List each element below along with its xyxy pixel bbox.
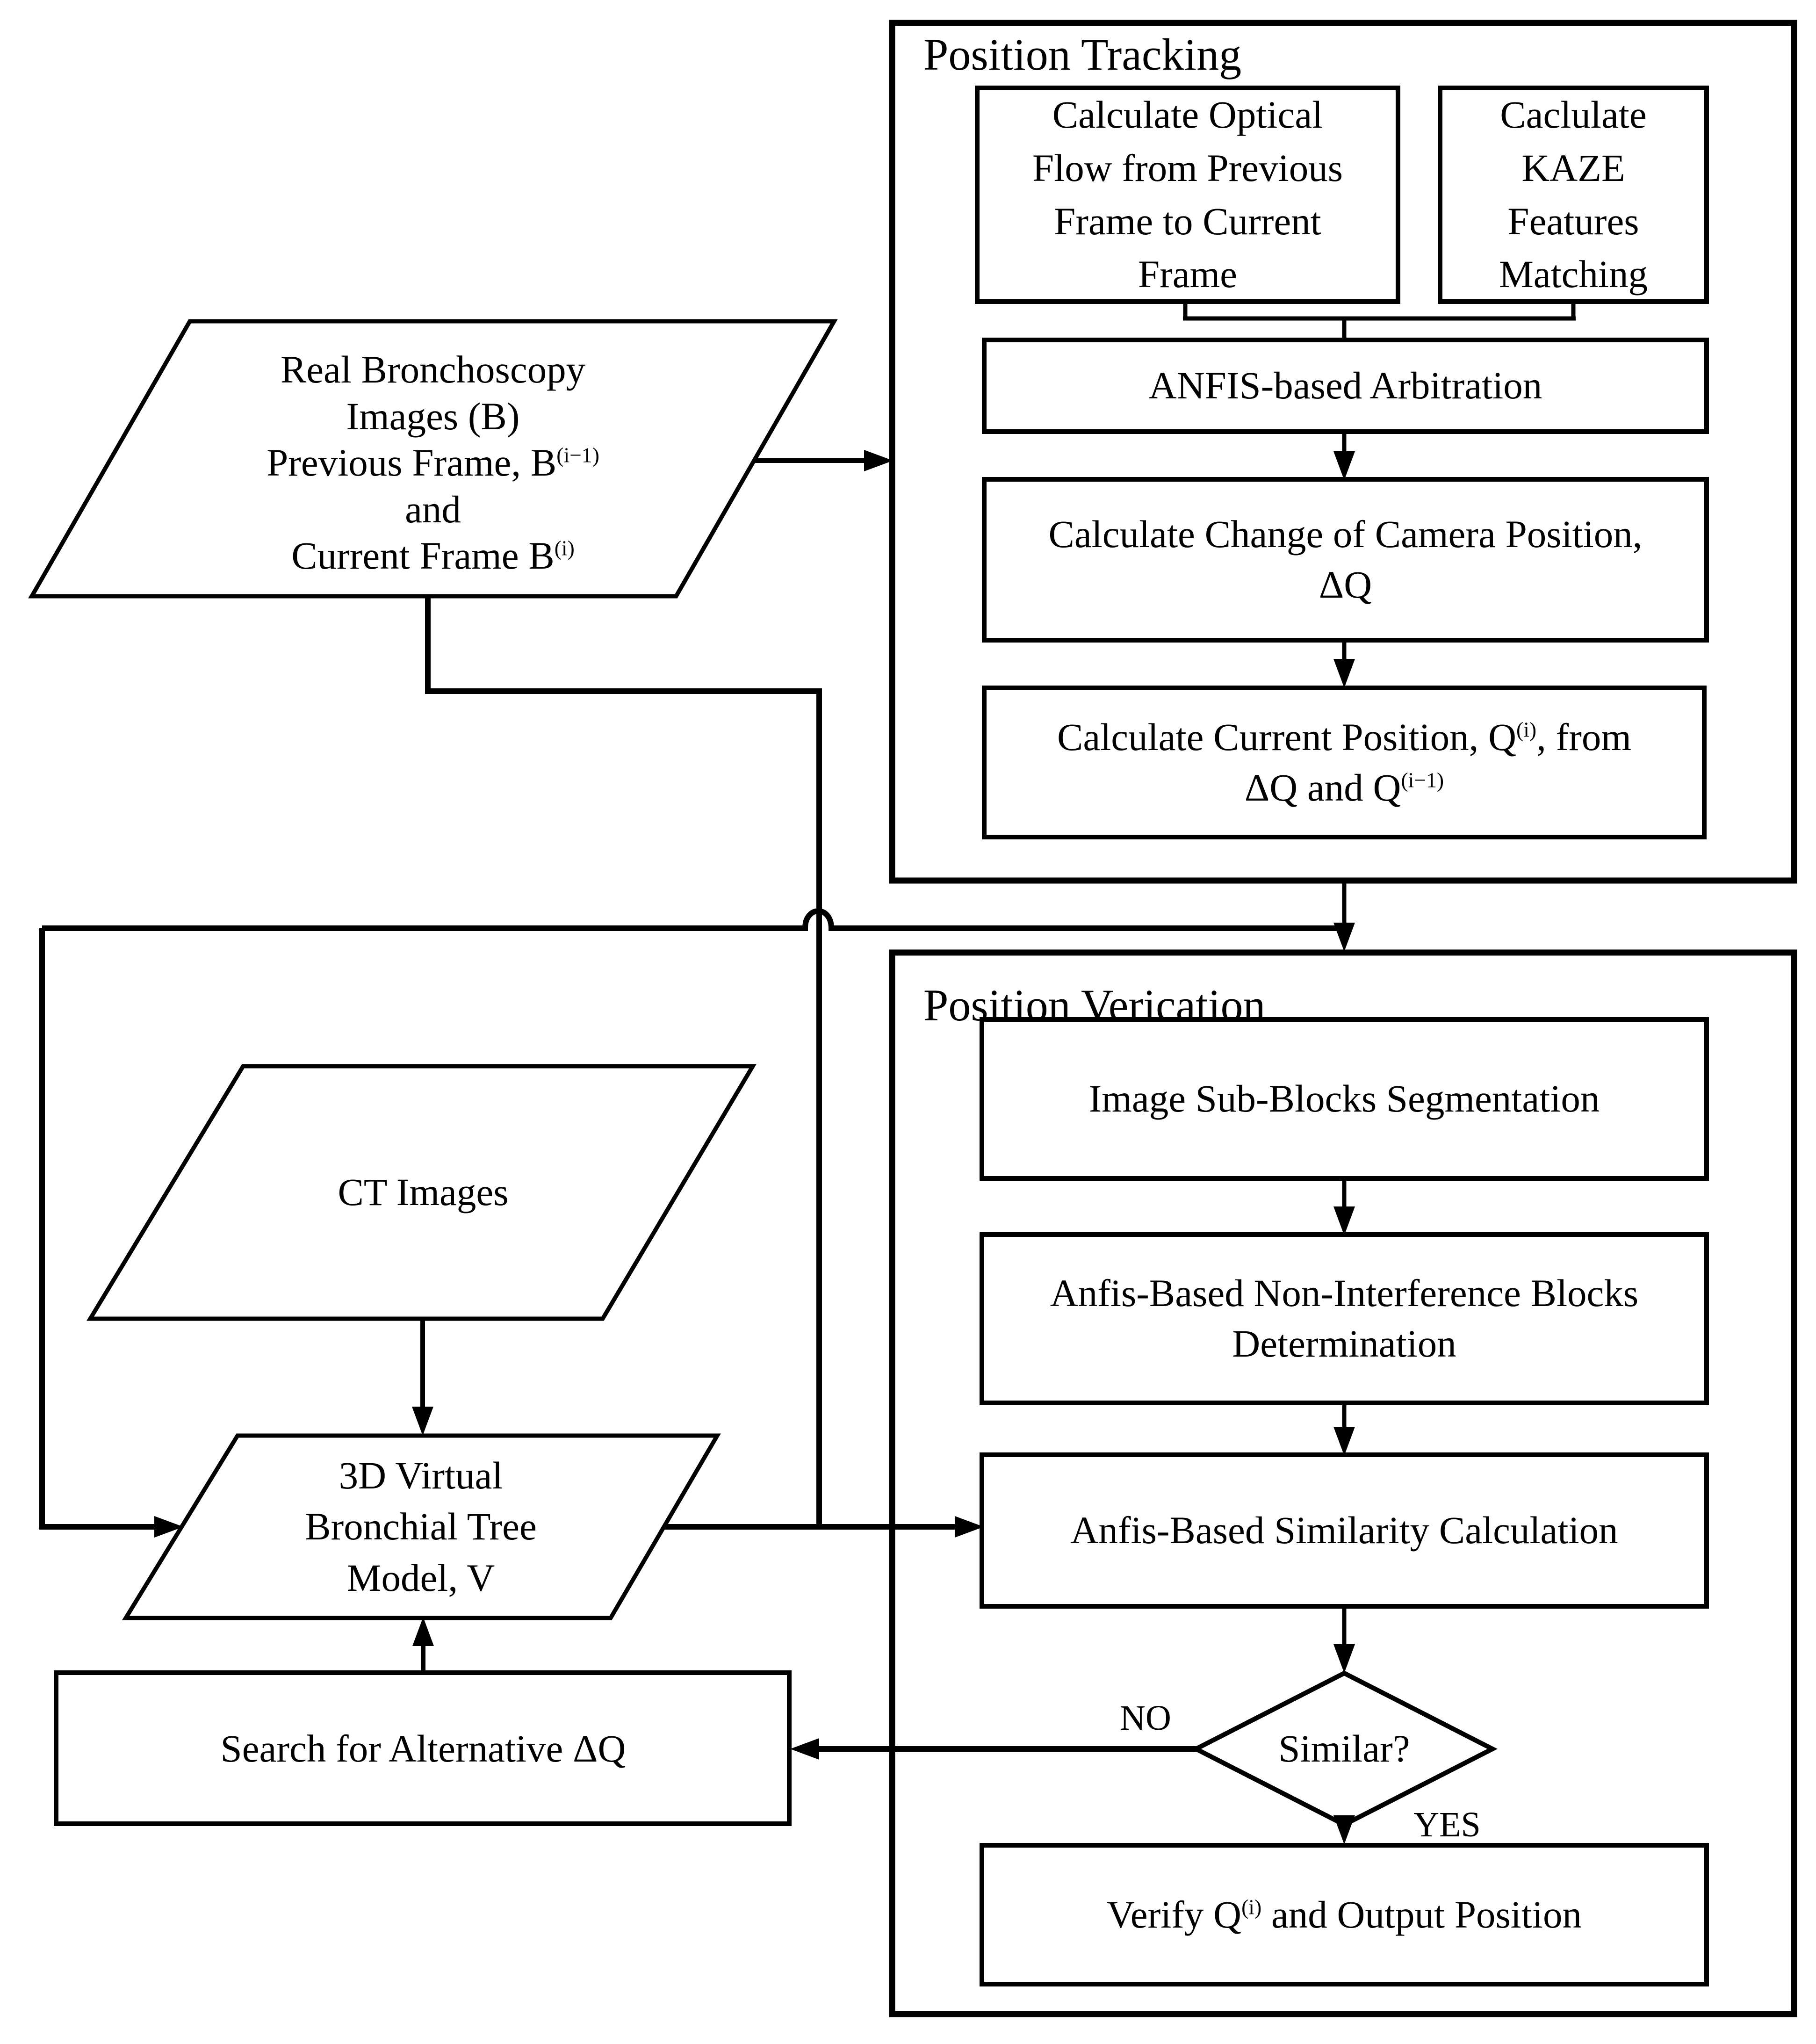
similarity-label	[982, 1455, 1707, 1606]
current-position-line2	[1245, 763, 1444, 813]
search-label	[61, 1719, 785, 1778]
ct-images-label	[236, 1160, 610, 1225]
verify-line1	[1107, 1890, 1582, 1940]
bronchoscopy-l3-base: Previous Frame, B	[267, 441, 557, 484]
optical-flow-line1: Calculate Optical	[1052, 93, 1323, 137]
feedback-line-horizontal-with-hop	[42, 911, 1344, 928]
yes-branch-label	[1396, 1803, 1499, 1847]
verification-section-title: Position Verication	[923, 980, 1266, 1030]
bronchoscopy-line5	[291, 533, 575, 579]
arrowhead-right-into-tracking	[864, 450, 893, 471]
tracking-section-title: Position Tracking	[923, 29, 1242, 79]
arrowhead-down-into-model	[412, 1407, 433, 1436]
feedback-line-left-loop	[42, 928, 154, 1527]
bronchoscopy-line3	[267, 440, 599, 486]
optical-flow-label	[977, 88, 1398, 302]
arrowhead-down-into-verification	[1333, 923, 1355, 952]
verify-l1-base: Verify Q	[1107, 1892, 1242, 1936]
current-position-l1-sup: (i)	[1516, 717, 1537, 742]
verify-l1-end: and Output Position	[1261, 1892, 1582, 1936]
current-position-l2-base: ΔQ and Q	[1244, 766, 1401, 809]
model-line2: Bronchial Tree	[305, 1505, 537, 1548]
segmentation-label	[982, 1019, 1707, 1178]
decision-text: Similar?	[1278, 1727, 1410, 1770]
bronchoscopy-l5-sup: (i)	[554, 536, 575, 561]
optical-flow-line2: Flow from Previous	[1032, 146, 1343, 189]
arrowhead-up-into-model	[412, 1617, 434, 1646]
delta-q-line2: ΔQ	[1319, 563, 1372, 606]
model-line3: Model, V	[346, 1556, 495, 1599]
kaze-line3: Features	[1507, 199, 1639, 243]
bronchoscopy-line2: Images (B)	[346, 394, 520, 438]
decision-label	[1227, 1723, 1461, 1775]
noninterference-line2: Determination	[1232, 1322, 1456, 1365]
optical-flow-line4: Frame	[1138, 253, 1238, 296]
optical-flow-line3: Frame to Current	[1054, 199, 1321, 243]
segmentation-text: Image Sub-Blocks Segmentation	[1088, 1077, 1600, 1120]
bronchoscopy-line4: and	[405, 487, 461, 531]
kaze-label	[1440, 88, 1707, 302]
no-text: NO	[1120, 1698, 1171, 1738]
current-position-l2-sup: (i−1)	[1401, 768, 1444, 792]
arbitration-text: ANFIS-based Arbitration	[1148, 364, 1542, 407]
kaze-line4: Matching	[1499, 253, 1648, 296]
current-position-line1	[1057, 712, 1631, 763]
delta-q-line1: Calculate Change of Camera Position,	[1048, 513, 1643, 556]
verify-l1-sup: (i)	[1241, 1895, 1262, 1919]
current-position-l1-base: Calculate Current Position, Q	[1057, 715, 1517, 758]
model-line1: 3D Virtual	[339, 1453, 503, 1497]
bronchoscopy-l3-sup: (i−1)	[556, 443, 599, 467]
bronchoscopy-line1: Real Bronchoscopy	[280, 348, 586, 391]
current-position-label	[984, 688, 1704, 837]
bronchoscopy-label	[199, 346, 667, 580]
verify-label	[982, 1845, 1707, 1984]
delta-q-label	[984, 479, 1707, 640]
current-position-l1-end: , from	[1536, 715, 1631, 758]
bronchoscopy-feed-line	[428, 594, 819, 1527]
search-text: Search for Alternative ΔQ	[220, 1727, 626, 1770]
yes-text: YES	[1413, 1805, 1481, 1844]
noninterference-label	[982, 1235, 1707, 1403]
kaze-line2: KAZE	[1521, 146, 1625, 189]
arrowhead-left-into-search	[790, 1738, 819, 1760]
kaze-line1: Caclulate	[1500, 93, 1647, 137]
model-label	[187, 1451, 655, 1603]
noninterference-line1: Anfis-Based Non-Interference Blocks	[1050, 1271, 1639, 1315]
ct-images-text: CT Images	[338, 1170, 509, 1214]
similarity-text: Anfis-Based Similarity Calculation	[1070, 1509, 1618, 1552]
bronchoscopy-l5-base: Current Frame B	[291, 534, 555, 578]
no-branch-label	[1103, 1697, 1188, 1740]
arbitration-label	[984, 340, 1707, 432]
